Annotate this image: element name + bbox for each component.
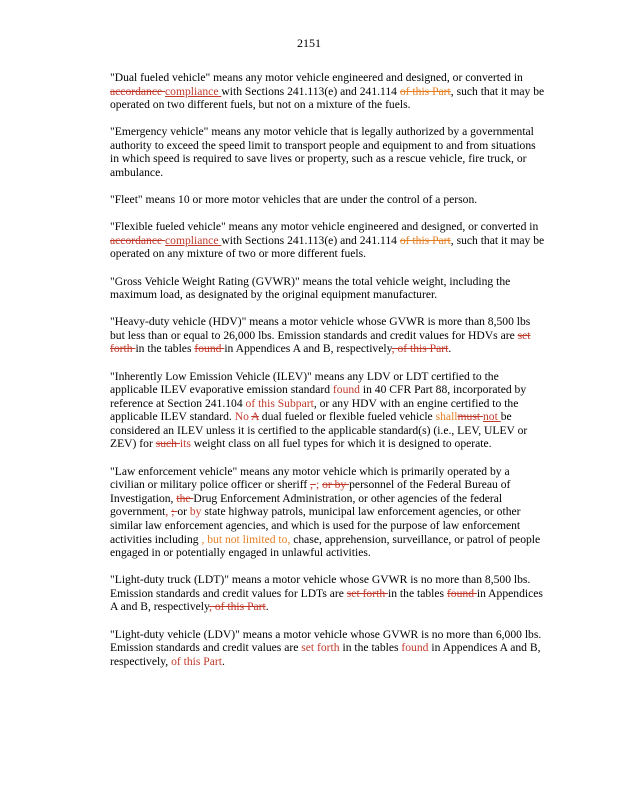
inserted-text: compliance bbox=[165, 84, 222, 98]
deleted-text: of this Part bbox=[399, 233, 451, 247]
deleted-text: accordance bbox=[110, 233, 166, 247]
definition-paragraph bbox=[110, 71, 546, 112]
inserted-text: not bbox=[482, 410, 501, 424]
paragraph-text: "Light-duty vehicle (LDV)" means a motor vehicle whose GVWR is no more than 6,000 lbs. Emission standards and credit values are bbox=[110, 627, 542, 655]
paragraph-text: with Sections 241.113(e) and 241.114 bbox=[221, 233, 400, 247]
deleted-text: A bbox=[251, 410, 259, 424]
definition-paragraph bbox=[110, 125, 546, 179]
paragraph-text: with Sections 241.113(e) and 241.114 bbox=[221, 84, 400, 98]
paragraph-text: in Appendices A and B, respectively bbox=[110, 586, 543, 614]
inserted-text: set forth bbox=[301, 641, 343, 655]
paragraph-text: "Emergency vehicle" means any motor vehicle that is legally authorized by a governmental authority to exceed the speed limit to transport people and equipment to and from situations in which speed is required to save lives or property, such as a rescue vehicle, fire truck, or ambulance. bbox=[110, 125, 536, 180]
paragraph-text: , or any HDV with an engine certified to the applicable ILEV standard. bbox=[110, 396, 519, 424]
deleted-text: of this Part bbox=[399, 84, 451, 98]
paragraph-text: in 40 CFR Part 88, incorporated by reference at Section 241.104 bbox=[110, 383, 527, 410]
paragraph-text: or bbox=[177, 505, 190, 519]
deleted-text: found bbox=[446, 586, 477, 600]
inserted-text: found bbox=[401, 641, 432, 655]
inserted-text: of this Part bbox=[171, 654, 222, 668]
definition-paragraph bbox=[110, 628, 546, 669]
inserted-text: its bbox=[179, 437, 191, 451]
paragraph-text: personnel of the Federal Bureau of Investigation, bbox=[110, 478, 511, 505]
paragraph-text: in the tables bbox=[135, 342, 195, 356]
paragraph-text: in Appendices A and B, respectively bbox=[224, 342, 392, 356]
definition-paragraph bbox=[110, 370, 546, 452]
paragraph-text: . bbox=[448, 342, 452, 356]
paragraph-text: be considered an ILEV unless it is certified to the applicable standard(s) (i.e., LEV, ULEV or ZEV) for bbox=[110, 410, 528, 451]
inserted-text: shall bbox=[435, 410, 458, 424]
paragraph-text: in Appendices A and B, respectively, bbox=[110, 641, 541, 668]
paragraph-text: weight class on all fuel types for which it is designed to operate. bbox=[190, 437, 492, 451]
definition-paragraph bbox=[110, 315, 546, 356]
paragraph-text: Drug Enforcement Administration, or other agencies of the federal government bbox=[110, 491, 503, 519]
deleted-text: such bbox=[155, 437, 180, 451]
inserted-text: by bbox=[189, 505, 202, 519]
page-number: 2151 bbox=[297, 36, 321, 50]
definition-paragraph bbox=[110, 193, 546, 207]
deleted-text: , of this Part bbox=[209, 600, 266, 614]
paragraph-text: in the tables bbox=[342, 641, 402, 655]
deleted-text: set forth bbox=[346, 586, 389, 600]
paragraph-text: . bbox=[221, 654, 225, 668]
inserted-text: No bbox=[234, 410, 252, 424]
deleted-text: set forth bbox=[110, 328, 531, 356]
inserted-text: , but not limited to, bbox=[201, 532, 291, 546]
paragraph-text: "Inherently Low Emission Vehicle (ILEV)" means any LDV or LDT certified to the applicable ILEV evaporative emission standard bbox=[110, 369, 499, 397]
paragraph-text: "Flexible fueled vehicle" means any motor vehicle engineered and designed, or converted in bbox=[110, 220, 539, 234]
paragraph-text: , such that it may be operated on two different fuels, but not on a mixture of the fuels. bbox=[110, 84, 545, 112]
definition-paragraph bbox=[110, 465, 546, 560]
paragraph-text: state highway patrols, municipal law enforcement agencies, or other similar law enforcement agencies, and which is used for the purpose of law enforcement activities including bbox=[110, 505, 521, 546]
inserted-text: , bbox=[165, 505, 172, 519]
deleted-text: , bbox=[310, 478, 316, 492]
inserted-text: ; bbox=[315, 478, 323, 492]
inserted-text: of this Subpart bbox=[245, 396, 314, 410]
paragraph-text: "Heavy-duty vehicle (HDV)" means a motor vehicle whose GVWR is more than 8,500 lbs but less than or equal to 26,000 lbs. Emission standards and credit values for HDVs are bbox=[110, 315, 531, 342]
inserted-text: found bbox=[332, 383, 363, 397]
deleted-text: , of this Part bbox=[391, 342, 449, 356]
paragraph-text: "Law enforcement vehicle" means any motor vehicle which is primarily operated by a civilian or military police officer or sheriff bbox=[110, 464, 510, 492]
inserted-text: compliance bbox=[165, 233, 222, 247]
paragraph-text: "Dual fueled vehicle" means any motor vehicle engineered and designed, or converted in bbox=[110, 71, 523, 84]
definition-paragraph bbox=[110, 275, 546, 302]
document-body bbox=[110, 71, 546, 682]
deleted-text: must bbox=[457, 410, 483, 424]
definition-paragraph bbox=[110, 220, 546, 261]
paragraph-text: , such that it may be operated on any mixture of two or more different fuels. bbox=[110, 233, 545, 261]
deleted-text: the bbox=[176, 491, 194, 505]
deleted-text: accordance bbox=[110, 84, 166, 98]
deleted-text: ; bbox=[171, 505, 178, 519]
paragraph-text: "Light-duty truck (LDT)" means a motor vehicle whose GVWR is no more than 8,500 lbs. Emission standards and credit values for LDTs are bbox=[110, 573, 531, 600]
paragraph-text: "Fleet" means 10 or more motor vehicles that are under the control of a person. bbox=[110, 193, 478, 207]
paragraph-text: . bbox=[265, 600, 269, 614]
paragraph-text: in the tables bbox=[388, 586, 447, 600]
paragraph-text: dual fueled or flexible fueled vehicle bbox=[258, 410, 436, 424]
paragraph-text: "Gross Vehicle Weight Rating (GVWR)" means the total vehicle weight, including the maximum load, as designated by the original equipment manufacturer. bbox=[110, 274, 511, 302]
paragraph-text: chase, apprehension, surveillance, or patrol of people engaged in or potentially engaged in unlawful activities. bbox=[110, 532, 541, 560]
deleted-text: found bbox=[194, 342, 225, 356]
deleted-text: or by bbox=[322, 478, 350, 492]
definition-paragraph bbox=[110, 573, 546, 614]
